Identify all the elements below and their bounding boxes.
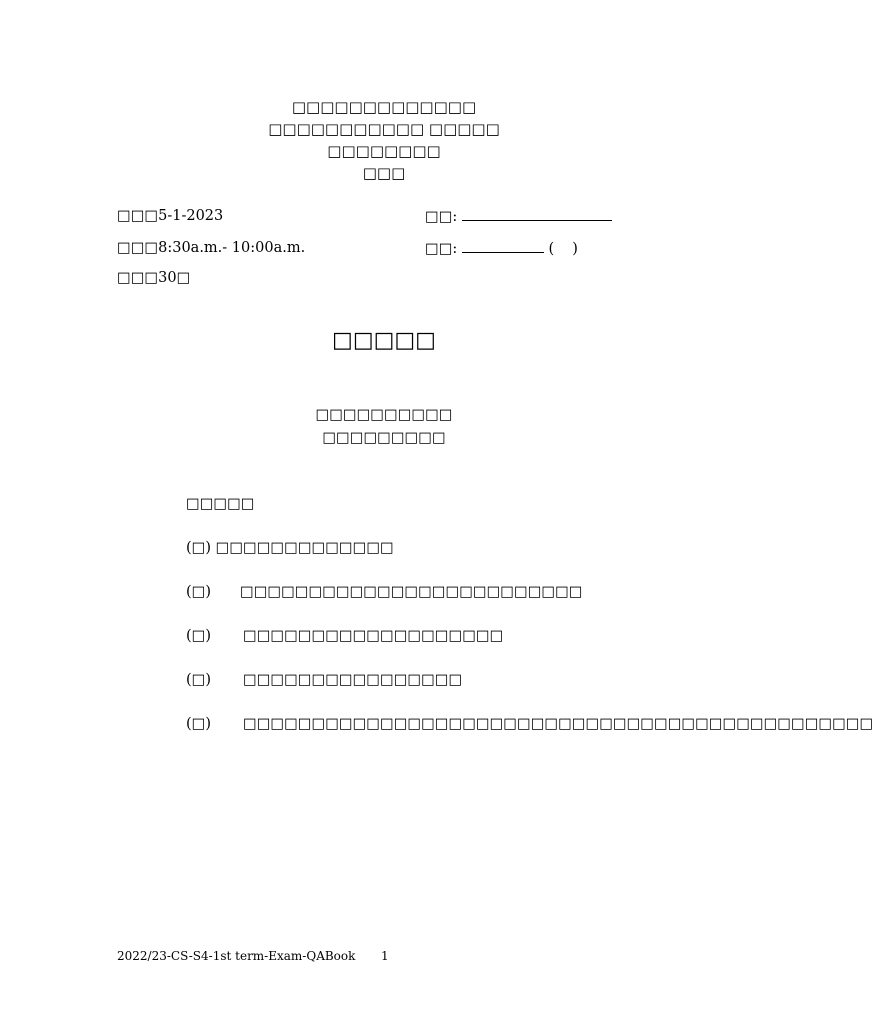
date-label: □□□ [117, 208, 159, 224]
notice-line-2: □□□□□□□□□ [322, 430, 446, 446]
instruction-item [186, 716, 873, 732]
instruction-mark: (□) [186, 716, 212, 732]
instruction-text: □□□□□□□□□□□□□□□□ [243, 672, 463, 688]
name-field[interactable] [462, 208, 612, 221]
date-value: 5-1-2023 [158, 208, 224, 224]
instruction-text: □□□□□□□□□□□□□□□□□□□□□□□□□ [240, 584, 583, 600]
footer-code: 2022/23-CS-S4-1st term-Exam-QABook [117, 949, 356, 963]
instruction-item [186, 540, 394, 556]
time-row [117, 240, 305, 256]
instruction-text: □□□□□□□□□□□□□□□□□□□ [243, 628, 504, 644]
count-row [117, 270, 190, 286]
paper-label: □□□ [362, 164, 406, 182]
instruction-mark: (□) [186, 540, 212, 556]
time-label: □□□ [117, 240, 159, 256]
instructions-heading: □□□□□ [186, 496, 255, 512]
grade-line: □□□□□□□□ [327, 142, 441, 160]
instruction-text: □□□□□□□□□□□□□□□□□□□□□□□□□□□□□□□□□□□□□□□□□□□□□□ [243, 716, 873, 732]
name-row: □□: [425, 208, 612, 225]
time-value: 8:30a.m.- 10:00a.m. [158, 240, 306, 256]
class-number-open: ( [548, 241, 555, 257]
instruction-item [186, 584, 583, 600]
exam-title: □□□□□□□□□□□ □□□□□ [268, 120, 500, 138]
count-suffix: □ [176, 270, 191, 286]
page-number: 1 [381, 949, 389, 963]
instruction-mark: (□) [186, 628, 212, 644]
instruction-mark: (□) [186, 584, 212, 600]
instruction-item [186, 672, 462, 688]
count-value: 30 [158, 270, 177, 286]
school-name: □□□□□□□□□□□□□ [291, 98, 477, 116]
date-row [117, 208, 223, 224]
instruction-mark: (□) [186, 672, 212, 688]
count-label: □□□ [117, 270, 159, 286]
name-label: □□ [425, 209, 453, 225]
class-row: □□: ( ) [425, 241, 578, 257]
class-number-close: ) [572, 241, 578, 257]
class-field[interactable] [462, 240, 544, 253]
class-label: □□ [425, 241, 453, 257]
subject-title: □□□□□ [332, 328, 436, 353]
instruction-item [186, 628, 503, 644]
notice-line-1: □□□□□□□□□□ [315, 407, 453, 423]
instruction-text: □□□□□□□□□□□□□ [215, 540, 394, 556]
